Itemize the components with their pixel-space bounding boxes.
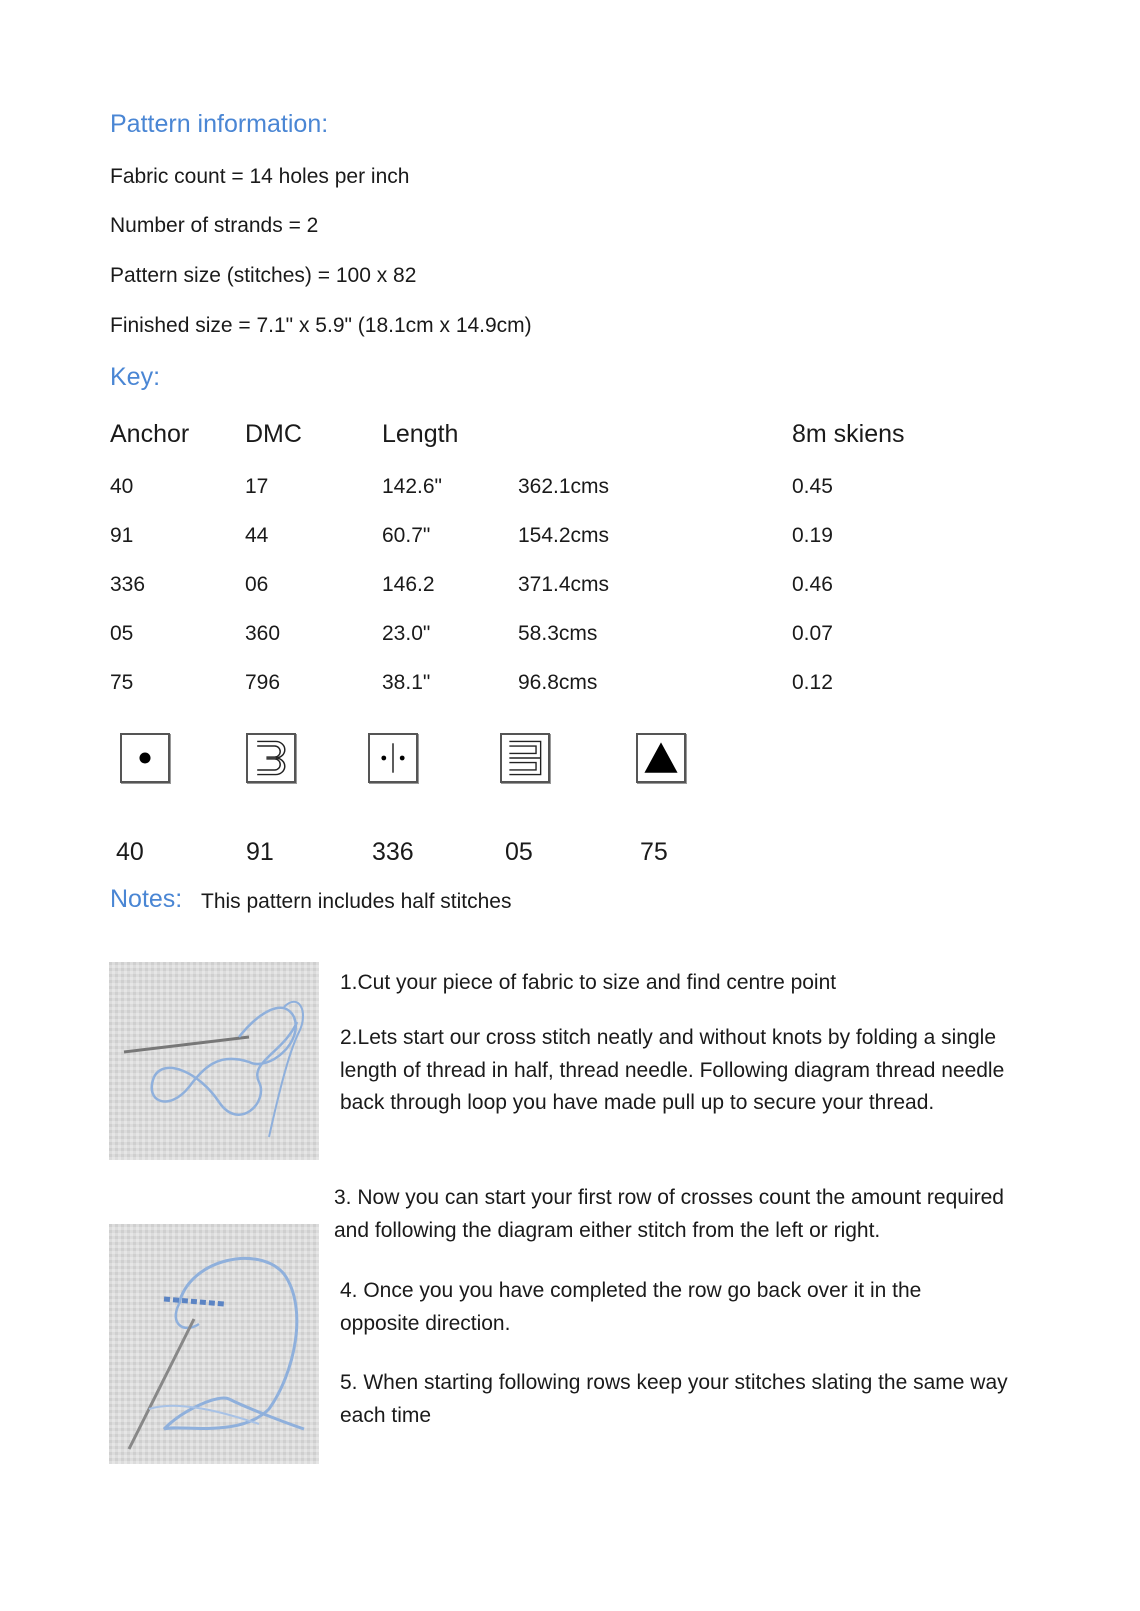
instruction-step-5: 5. When starting following rows keep your stitches slating the same way each time [340,1371,1008,1427]
dmc-cell: 06 [245,573,269,596]
dmc-cell: 17 [245,475,269,498]
length-cm-cell: 362.1cms [518,475,610,498]
stitch-row-photo [109,1224,319,1464]
fabric-needle-photo [109,962,319,1160]
instruction-step-2: 2.Lets start our cross stitch neatly and without knots by folding a single length of thread in half, thread needle. Following diagram thread needle back through loop you have made pull up to secure your thread. [340,1026,1005,1114]
length-inch-cell: 38.1" [382,671,431,694]
length-cm-cell: 371.4cms [518,573,610,596]
symbol-label: 75 [640,838,668,866]
pattern-info-heading: Pattern information: [110,110,329,138]
length-cm-cell: 58.3cms [518,622,598,645]
fabric-count-text: Fabric count = 14 holes per inch [110,165,410,188]
symbol-label: 336 [372,838,414,866]
three-symbol-icon [246,733,296,783]
dot-line-dot-symbol-icon [368,733,418,783]
skeins-cell: 0.19 [792,524,833,547]
dmc-cell: 796 [245,671,281,694]
instruction-step-1: 1.Cut your piece of fabric to size and find centre point [340,971,837,994]
dmc-cell: 360 [245,622,281,645]
length-inch-cell: 142.6" [382,475,443,498]
skeins-cell: 0.45 [792,475,833,498]
length-inch-cell: 146.2 [382,573,435,596]
notes-heading: Notes: [110,885,183,913]
skeins-cell: 0.07 [792,622,833,645]
anchor-cell: 05 [110,622,134,645]
length-inch-cell: 23.0" [382,622,431,645]
anchor-cell: 75 [110,671,134,694]
pattern-size-text: Pattern size (stitches) = 100 x 82 [110,264,417,287]
skeins-cell: 0.46 [792,573,833,596]
reverse-e-symbol-icon [500,733,550,783]
instruction-step-4: 4. Once you you have completed the row go back over it in the opposite direction. [340,1279,922,1335]
col-dmc: DMC [245,420,302,448]
symbol-label: 91 [246,838,274,866]
symbol-label: 40 [116,838,144,866]
anchor-cell: 336 [110,573,146,596]
dot-symbol-icon [120,733,170,783]
strands-text: Number of strands = 2 [110,214,319,237]
length-inch-cell: 60.7" [382,524,431,547]
anchor-cell: 40 [110,475,134,498]
col-skeins: 8m skiens [792,420,905,448]
length-cm-cell: 96.8cms [518,671,598,694]
notes-text: This pattern includes half stitches [201,890,512,913]
anchor-cell: 91 [110,524,134,547]
dmc-cell: 44 [245,524,269,547]
triangle-symbol-icon [636,733,686,783]
col-anchor: Anchor [110,420,190,448]
key-heading: Key: [110,363,161,391]
col-length: Length [382,420,459,448]
instruction-step-3: 3. Now you can start your first row of crosses count the amount required and following the diagram either stitch from the left or right. [334,1186,1004,1242]
skeins-cell: 0.12 [792,671,833,694]
finished-size-text: Finished size = 7.1" x 5.9" (18.1cm x 14.9cm) [110,314,532,337]
length-cm-cell: 154.2cms [518,524,610,547]
symbol-label: 05 [505,838,533,866]
